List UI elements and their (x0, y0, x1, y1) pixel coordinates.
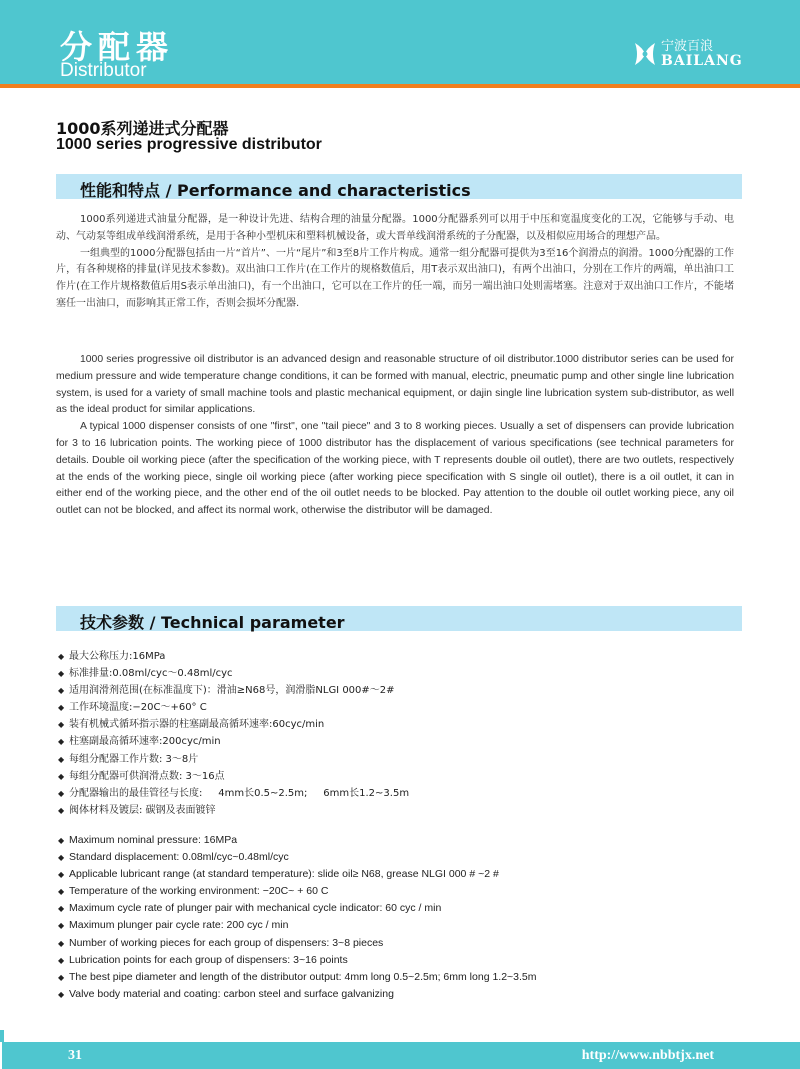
diamond-bullet-icon: ◆ (58, 921, 65, 931)
list-item: ◆ Applicable lubricant range (at standard temperature): slide oil≥ N68, grease NLGI 000 # ~2 # (58, 866, 738, 883)
list-item: ◆ 阀体材料及镀层: 碳钢及表面镀锌 (58, 802, 738, 819)
diamond-bullet-icon: ◆ (58, 652, 65, 661)
list-item: ◆ Standard displacement: 0.08ml/cyc~0.48ml/cyc (58, 849, 738, 866)
diamond-bullet-icon: ◆ (58, 788, 65, 798)
list-item: ◆ Maximum plunger pair cycle rate: 200 cyc / min (58, 917, 738, 934)
list-item: ◆ 最大公称压力:16MPa (58, 648, 738, 665)
diamond-bullet-icon: ◆ (58, 737, 65, 747)
list-item: ◆ Number of working pieces for each group of dispensers: 3~8 pieces (58, 935, 738, 952)
list-item: ◆ The best pipe diameter and length of the distributor output: 4mm long 0.5~2.5m; 6mm long 1.2~3.5m (58, 969, 738, 986)
list-item: ◆ 工作环境温度:−20C～+60° C (58, 699, 738, 716)
list-item: ◆ 装有机械式循环指示器的柱塞副最高循环速率:60cyc/min (58, 716, 738, 733)
list-item: ◆ Maximum cycle rate of plunger pair with mechanical cycle indicator: 60 cyc / min (58, 900, 738, 917)
performance-heading-text: 性能和特点 / Performance and characteristics (80, 181, 471, 200)
list-item: ◆ 标准排量:0.08ml/cyc～0.48ml/cyc (58, 665, 738, 682)
diamond-bullet-icon: ◆ (58, 870, 65, 880)
header-title-cn: 分配器 (60, 28, 175, 66)
diamond-bullet-icon: ◆ (58, 955, 65, 965)
list-item: ◆ Maximum nominal pressure: 16MPa (58, 832, 738, 849)
performance-description-en (56, 352, 734, 520)
diamond-bullet-icon: ◆ (58, 938, 65, 948)
list-item: ◆ Valve body material and coating: carbon steel and surface galvanizing (58, 986, 738, 1003)
company-logo (633, 35, 743, 75)
list-item: ◆ 每组分配器可供润滑点数: 3～16点 (58, 768, 738, 785)
diamond-bullet-icon: ◆ (58, 853, 65, 863)
product-title-cn: 1000系列递进式分配器 (56, 119, 229, 138)
page-number: 31 (68, 1048, 82, 1063)
en-paragraph: A typical 1000 dispenser consists of one "first", one "tail piece" and 3 to 8 working pieces. Usually a set of dispensers can provide lubrication for 3 to 16 lubrication points. The working piece of 1000 distributor has the displacement of various specifications (see technical parameters for details. Double oil working piece (after the specification of the working piece, with T represents double oil outlet), there are two outlets, respectively at the ends of the working piece, single oil working piece (after working piece specification with S single oil outlet), there is a oil outlet, it can in either end of the working piece, and the other end of the oil outlet needs to be blocked. Pay attention to the double oil outlet working piece, any oil outlet can not be blocked, and affect its normal work, otherwise the distributor will be damaged. (56, 421, 734, 517)
page-header (0, 0, 800, 84)
product-title-en: 1000 series progressive distributor (56, 136, 322, 153)
diamond-bullet-icon: ◆ (58, 720, 65, 730)
list-item: ◆ Lubrication points for each group of dispensers: 3~16 points (58, 952, 738, 969)
list-item: ◆ 柱塞副最高循环速率:200cyc/min (58, 733, 738, 750)
footer-edge (0, 1042, 2, 1069)
diamond-bullet-icon: ◆ (58, 989, 65, 999)
header-accent-line (0, 84, 800, 88)
left-edge-marker (0, 1030, 4, 1042)
bailang-logo-icon (633, 39, 657, 69)
header-title-en: Distributor (60, 60, 147, 81)
list-item: ◆ 分配器输出的最佳管径与长度: 4mm长0.5~2.5m; 6mm长1.2~3.5m (58, 785, 738, 802)
technical-heading-text: 技术参数 / Technical parameter (80, 613, 345, 632)
technical-params-en (58, 832, 738, 1003)
website-link[interactable]: http://www.nbbtjx.net (581, 1048, 714, 1063)
diamond-bullet-icon: ◆ (58, 771, 65, 781)
performance-description-cn (56, 212, 734, 313)
diamond-bullet-icon: ◆ (58, 904, 65, 914)
list-item: ◆ 适用润滑剂范围(在标准温度下)：滑油≥N68号，润滑脂NLGI 000#～2# (58, 682, 738, 699)
logo-text-cn: 宁波百浪 (661, 39, 714, 54)
diamond-bullet-icon: ◆ (58, 754, 65, 764)
cn-paragraph: 1000系列递进式油量分配器，是一种设计先进、结构合理的油量分配器。1000分配器系列可以用于中压和宽温度变化的工况，它能够与手动、电动、气动泵等组成单线润滑系统，是用于各种小型机床和塑料机械设备，或大晋单线润滑系统的子分配器，以及相似应用场合的理想产品。 (56, 214, 734, 242)
logo-text-en: BAILANG (661, 53, 743, 69)
technical-params-cn (58, 648, 738, 819)
performance-section-heading (56, 174, 742, 199)
en-paragraph: 1000 series progressive oil distributor is an advanced design and reasonable structure of oil distributor.1000 distributor series can be used for medium pressure and wide temperature change conditions, it can be formed with manual, electric, pneumatic pump and other single line lubrication system, is used for a variety of small machine tools and plastic mechanical equipment, or dajin single line lubrication system sub-distributor, as well as the ideal product for similar applications. (56, 354, 734, 416)
list-item: ◆ 每组分配器工作片数: 3～8片 (58, 751, 738, 768)
diamond-bullet-icon: ◆ (58, 686, 65, 696)
cn-paragraph: 一组典型的1000分配器包括由一片“首片”、一片“尾片”和3至8片工作片构成。通常一组分配器可提供为3至16个润滑点的润滑。1000分配器的工作片，有各种规格的排量(详见技术参数)。双出油口工作片(在工作片的规格数值后，用T表示双出油口)，有两个出油口，分别在工作片的两端，单出油口工作片(在工作片规格数值后用S表示单出油口)，有一个出油口，它可以在工作片的任一端，而另一端出油口处则需堵塞。注意对于双出油口工作片，不能堵塞任一出油口，而影响其正常工作，否则会损坏分配器. (56, 247, 734, 309)
diamond-bullet-icon: ◆ (58, 805, 65, 815)
list-item: ◆ Temperature of the working environment: −20C~ + 60 C (58, 883, 738, 900)
diamond-bullet-icon: ◆ (58, 669, 65, 679)
diamond-bullet-icon: ◆ (58, 836, 65, 845)
diamond-bullet-icon: ◆ (58, 887, 65, 897)
diamond-bullet-icon: ◆ (58, 703, 65, 713)
technical-section-heading (56, 606, 742, 631)
diamond-bullet-icon: ◆ (58, 972, 65, 982)
